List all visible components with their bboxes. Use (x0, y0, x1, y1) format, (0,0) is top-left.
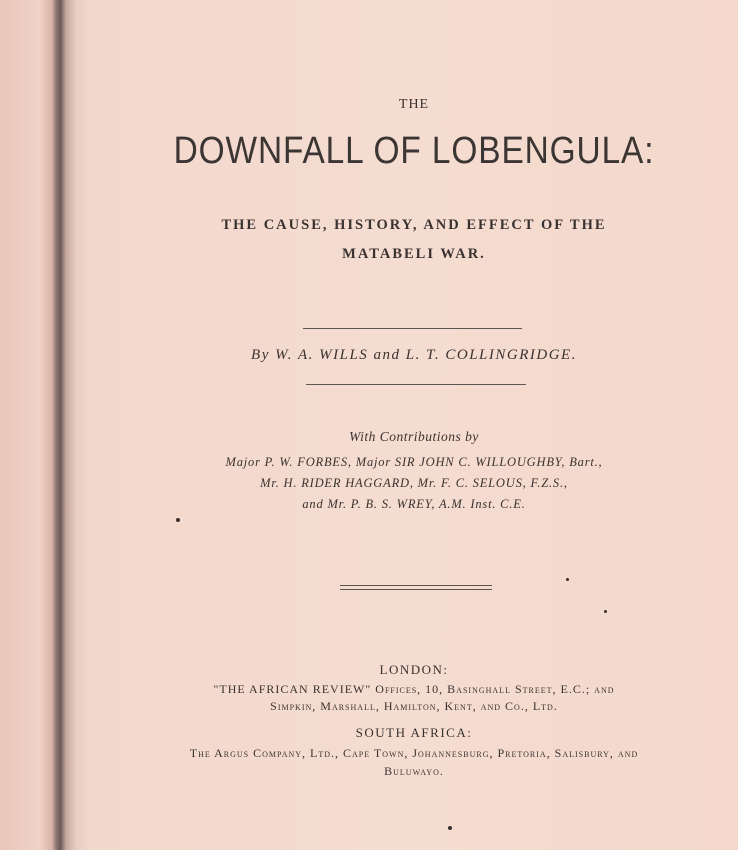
double-rule-divider (340, 585, 492, 590)
ink-speck (604, 610, 607, 613)
contributions-heading: With Contributions by (349, 429, 479, 444)
subtitle-line-2: MATABELI WAR. (342, 246, 486, 262)
imprint-south-africa-line-2: Buluwayo. (384, 764, 444, 778)
book-title: DOWNFALL OF LOBENGULA: (173, 130, 655, 172)
ink-speck (566, 578, 569, 581)
imprint-south-africa-line-1: The Argus Company, Ltd., Cape Town, Johannesburg, Pretoria, Salisbury, and (189, 746, 639, 760)
title-article: THE (398, 97, 430, 112)
contributor-line: and Mr. P. B. S. WREY, A.M. Inst. C.E. (302, 497, 526, 511)
imprint-south-africa-heading: SOUTH AFRICA: (355, 725, 473, 740)
book-gutter (60, 0, 90, 850)
authors-line: By W. A. WILLS and L. T. COLLINGRIDGE. (251, 347, 577, 363)
imprint-london-line-1: "THE AFRICAN REVIEW" Offices, 10, Basinghall Street, E.C.; and (213, 682, 615, 696)
ink-speck (448, 826, 452, 830)
ink-speck (176, 518, 180, 522)
contributor-line: Mr. H. RIDER HAGGARD, Mr. F. C. SELOUS, F.Z.S., (260, 476, 568, 490)
imprint-london-heading: LONDON: (379, 662, 449, 677)
imprint-london-line-2: Simpkin, Marshall, Hamilton, Kent, and Co., Ltd. (270, 699, 558, 713)
rule-below-authors (306, 384, 526, 385)
subtitle-line-1: THE CAUSE, HISTORY, AND EFFECT OF THE (221, 217, 607, 233)
contributor-line: Major P. W. FORBES, Major SIR JOHN C. WILLOUGHBY, Bart., (225, 455, 603, 469)
rule-above-authors (303, 328, 522, 329)
